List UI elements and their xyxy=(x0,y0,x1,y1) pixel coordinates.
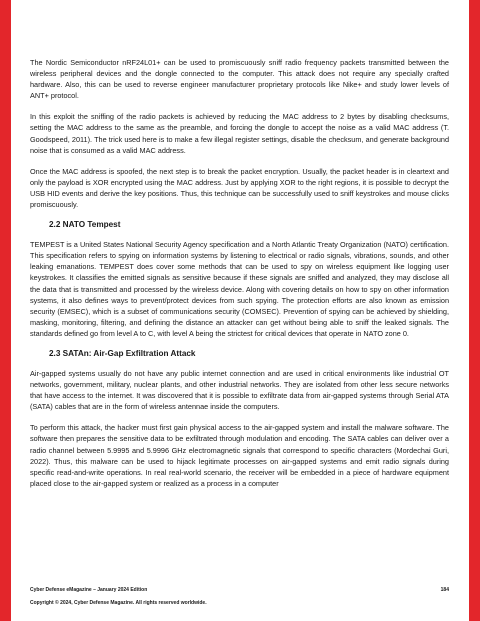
footer-page-number: 184 xyxy=(440,587,449,593)
article-body xyxy=(30,57,449,499)
footer-copyright: Copyright © 2024, Cyber Defense Magazine. All rights reserved worldwide. xyxy=(30,600,207,606)
nato-tempest-paragraph: TEMPEST is a United States National Security Agency specification and a North Atlantic Treaty Organization (NATO) certification. This specification refers to spying on information systems by listening to electrical or radio signals, vibrations, sounds, and other leaking emanations. TEMPEST does cover some methods that can be used to spy on wireless equipment like logging user keystrokes. It classifies the emitted signals as sensitive because if these signals are sniffed and analyzed, they may disclose all the data that is transmitted and processed by the wireless device. Along with covering details on how to spy on other information systems, it also defines ways to prevent/protect devices from such spying. The protection efforts are also known as emission security (EMSEC), which is a subset of communications security (COMSEC). Prevention of spying can be achieved by shielding, masking, monitoring, filtering, and defining the distance an attacker can get without being able to sniff the leaked signals. The standards defined go from level A to C, with level A being the strictest for critical devices that operate in NATO zone 0. xyxy=(30,240,449,338)
intro-paragraph-1: The Nordic Semiconductor nRF24L01+ can be used to promiscuously sniff radio frequency packets transmitted between the wireless peripheral devices and the dongle connected to the computer. This attack does not require any specially crafted hardware. Also, this can be used to reverse engineer manufacturer proprietary protocols like Nike+ and study lower levels of ANT+ protocol. xyxy=(30,58,449,101)
satan-paragraph-2: To perform this attack, the hacker must first gain physical access to the air-gapped system and install the malware software. The software then prepares the sensitive data to be exfiltrated through modulation and encoding. The SATA cables can deliver over a radio channel between 5.9995 and 5.9996 GHz electromagnetic signals that correspond to specific characters (Mordechai Guri, 2022). Thus, this malware can be used to hijack legitimate processes on air-gapped systems and emit radio signals during specific read-and-write operations. In real real-world scenario, the receiver will be embedded in a piece of hardware equipment placed close to the air-gapped system or realized as a process in a computer xyxy=(30,423,449,488)
section-heading-satan: 2.3 SATAn: Air-Gap Exfiltration Attack xyxy=(49,348,196,358)
page-footer xyxy=(30,587,449,607)
intro-paragraph-3: Once the MAC address is spoofed, the next step is to break the packet encryption. Usually, the packet header is in cleartext and only the payload is XOR encrypted using the MAC address. Just by applying XOR to the right regions, it is possible to decrypt the USB HID events and derive the key positions. Thus, this technique can be successfully used to sniff keystrokes and mouse clicks promiscuously. xyxy=(30,166,449,210)
footer-edition: Cyber Defense eMagazine – January 2024 Edition xyxy=(30,587,148,593)
page-frame-right xyxy=(469,0,480,621)
page-frame-left xyxy=(0,0,11,621)
satan-paragraph-1: Air-gapped systems usually do not have any public internet connection and are used in critical environments like industrial OT networks, government, military, nuclear plants, and other industrial networks. They are isolated from other less secure networks that have access to the internet. It was discovered that it is possible to exfiltrate data from air-gapped systems through Serial ATA (SATA) cables that are in the form of wireless antennae inside the computers. xyxy=(30,368,449,412)
intro-paragraph-2: In this exploit the sniffing of the radio packets is achieved by reducing the MAC address to 2 bytes by disabling checksums, setting the MAC address to the same as the preamble, and forcing the dongle to accept the noise as a valid MAC address (T. Goodspeed, 2011). The trick used here is to make a few illegal register settings, disable the checksum, and generate background noise that is consumed as a valid MAC address. xyxy=(30,112,449,155)
section-heading-nato-tempest: 2.2 NATO Tempest xyxy=(49,220,121,230)
